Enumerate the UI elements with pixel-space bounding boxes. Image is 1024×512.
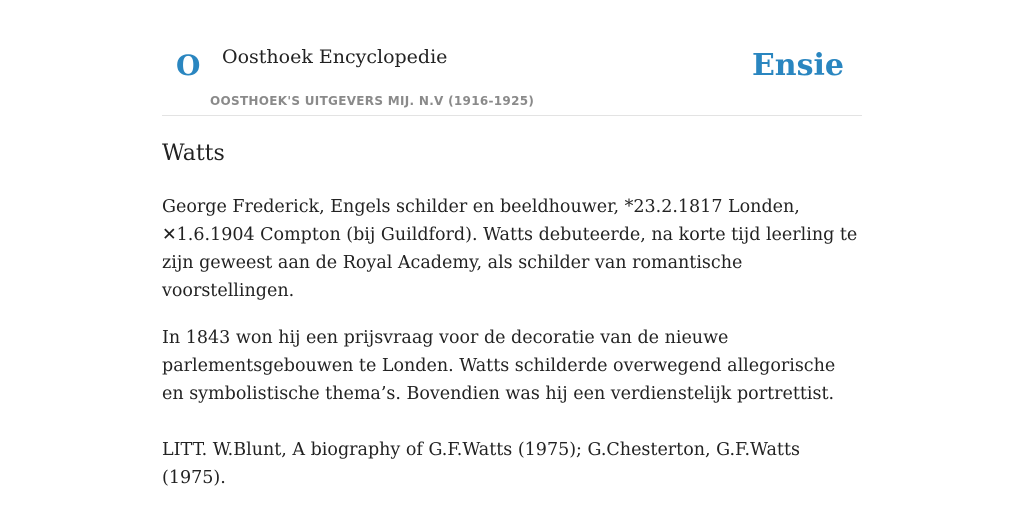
site-title[interactable]: Oosthoek Encyclopedie [222,46,448,68]
article-body [162,140,862,492]
publisher-subtitle: OOSTHOEK'S UITGEVERS MIJ. N.V (1916-1925) [210,94,535,108]
literature-reference: LITT. W.Blunt, A biography of G.F.Watts (1975); G.Chesterton, G.F.Watts (1975). [162,439,800,488]
encyclopedia-logo-icon[interactable]: O [176,49,201,82]
ensie-brand-link[interactable]: Ensie [751,48,844,83]
article-paragraph-2: In 1843 won hij een prijsvraag voor de decoratie van de nieuwe parlementsgebouwen te Londen. Watts schilderde overwegend allegorische en symbolistische thema’s. Bovendien was hij een verdienstelijk portrettist. [162,327,836,404]
article-title: Watts [162,141,225,166]
site-header [162,0,862,116]
article-paragraph-1: George Frederick, Engels schilder en beeldhouwer, *23.2.1817 Londen, ✕1.6.1904 Compton (bij Guildford). Watts debuteerde, na korte tijd leerling te zijn geweest aan de Royal Academy, als schilder van romantische voorstellingen. [162,196,858,301]
